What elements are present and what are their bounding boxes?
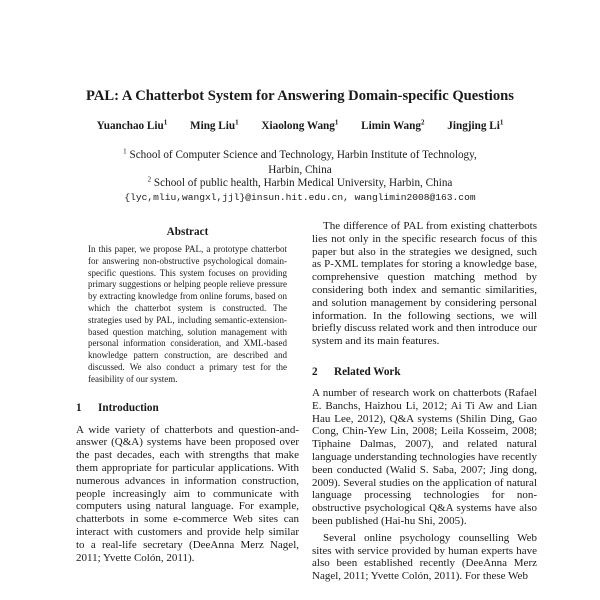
author-list: [0, 120, 600, 132]
section-heading-introduction: 1 Introduction: [76, 401, 159, 414]
paper-title: PAL: A Chatterbot System for Answering Domain-specific Questions: [86, 88, 514, 104]
right-column: [312, 220, 537, 583]
intro-paragraph: A wide variety of chatterbots and question-and-answer (Q&A) systems have been proposed over the past decades, each with strengths that make them appropriate for particular applications. With numerous advances in information construction, people increasingly aim to communicate with computers using natural language. For example, chatterbots in some e-commerce Web sites can interact with customers and provide help similar to a real-life secretary (DeeAnna Merz Nagel, 2011; Yvette Colón, 2011).: [76, 423, 299, 564]
body-paragraph: The difference of PAL from existing chatterbots lies not only in the specific research focus of this paper but also in the strategies we designed, such as P-XML templates for storing a knowledge base, comprehensive question matching method by considering both index and semantic similarities, and solution management by considering personal information. In the following sections, we will briefly discuss related work and then introduce our system and its main features.: [312, 220, 537, 348]
related-work-paragraph: Several online psychology counselling Web sites with service provided by human experts have also been established recently (DeeAnna Merz Nagel, 2011; Yvette Colón, 2011). For these Web: [312, 531, 537, 583]
author: Yuanchao Liu$^1$: [96, 118, 168, 132]
author: Ming Liu$^1$: [190, 118, 239, 132]
author: Jingjing Li$^1$: [447, 118, 504, 132]
author: Limin Wang$^2$: [361, 118, 425, 132]
abstract-text: In this paper, we propose PAL, a prototype chatterbot for answering non-obstructive psychological domain-specific questions. This system focuses on providing primary suggestions or helping people relieve pressure by extracting knowledge from online forums, based on which the chatterbot system is constructed. The strategies used by PAL, including semantic-extension-based question matching, solution management with personal information consideration, and XML-based knowledge pattern construction, are described and discussed. We also conduct a primary test for the feasibility of our system.: [88, 244, 287, 384]
author: Xiaolong Wang$^1$: [261, 118, 339, 132]
section-heading-related-work: 2 Related Work: [312, 365, 401, 378]
left-column: [76, 226, 299, 564]
related-work-paragraph: A number of research work on chatterbots (Rafael E. Banchs, Haizhou Li, 2012; Ai Ti Aw and Lian Hau Lee, 2012), Q&A systems (Shilin Ding, Gao Cong, Chin-Yew Lin, 2008; Leila Kosseim, 2008; Tiphaine Dalmas, 2007), and related natural language understanding technologies have recently been conducted (Walid S. Saba, 2007; Jing dong, 2009). Several studies on the application of natural language processing technologies for non-obstructive psychological Q&A systems have also been published (Hai-hu Shi, 2005).: [312, 386, 537, 527]
affiliation-1: $^1$ School of Computer Science and Technology, Harbin Institute of Technology, Harbin, China: [123, 147, 477, 176]
affiliation-2: $^2$ School of public health, Harbin Medical University, Harbin, China: [147, 175, 453, 189]
author-emails: {lyc,mliu,wangxl,jjl}@insun.hit.edu.cn, wanglimin2008@163.com: [124, 192, 476, 203]
abstract-heading: Abstract: [166, 226, 209, 238]
